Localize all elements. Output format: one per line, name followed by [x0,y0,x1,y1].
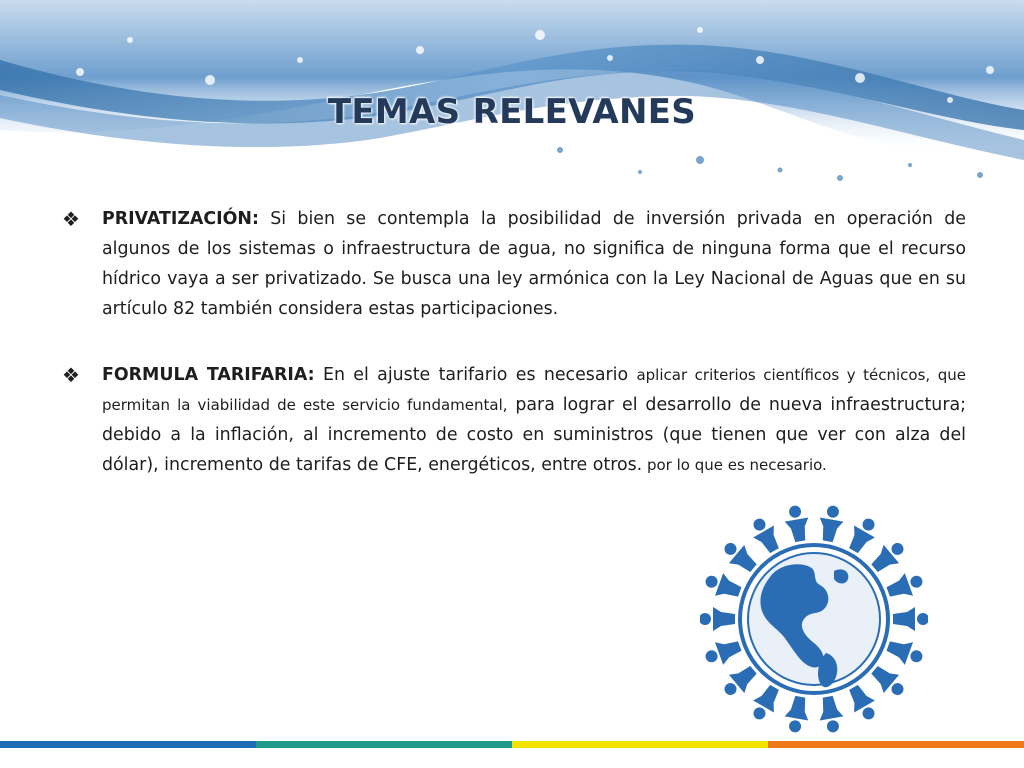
person-figure [718,536,761,578]
bullet-text-part: para lograr el desarrollo de nueva infraestructura; debido a la inflación, al incremento de costo en suministros (que tienen que ver con alza del dólar), incremento de tarifas de CFE, energéticos, entre otros. [102,395,966,475]
bullet-privatizacion [62,204,966,324]
person-figure [843,681,882,724]
slide-content [62,204,966,516]
bullet-text-part: por lo que es necesario. [642,456,827,474]
footer-stripe-blue [0,741,256,748]
person-figure [702,635,744,670]
person-figure [782,505,812,543]
person-figure [867,661,910,703]
diamond-bullet-icon: ❖ [62,363,80,387]
bullet-text-part: aplicar criterios científicos y técnicos, que permitan la viabilidad de este servicio fundamental, [102,366,967,414]
person-figure [782,695,812,733]
person-figure [867,536,910,578]
diamond-bullet-icon: ❖ [62,207,80,231]
person-figure [816,505,846,543]
footer-stripe-yellow [512,741,768,748]
person-figure [843,513,882,556]
person-figure [746,681,785,724]
person-figure [700,607,735,631]
footer-stripe-orange [768,741,1024,748]
person-figure [884,568,926,603]
slide-title: TEMAS RELEVANES [327,92,697,132]
bullet-text: Si bien se contempla la posibilidad de inversión privada en operación de algunos de los sistemas o infraestructura de agua, no significa de ninguna forma que el recurso hídrico vaya a ser privatizado. Se busca una ley armónica con la Ley Nacional de Aguas que en su artículo 82 también considera estas participaciones. [102,209,966,319]
person-figure [746,513,785,556]
person-figure [884,635,926,670]
footer-stripe-teal [256,741,512,748]
person-figure [893,607,928,631]
person-figure [718,661,761,703]
bullet-term: FORMULA TARIFARIA: [102,365,315,385]
person-figure [816,695,846,733]
bullet-formula-tarifaria [62,360,966,480]
globe-people-logo [700,505,928,733]
person-figure [702,568,744,603]
bullet-text-part: En el ajuste tarifario es necesario [314,365,637,385]
bullet-term: PRIVATIZACIÓN: [102,209,259,229]
